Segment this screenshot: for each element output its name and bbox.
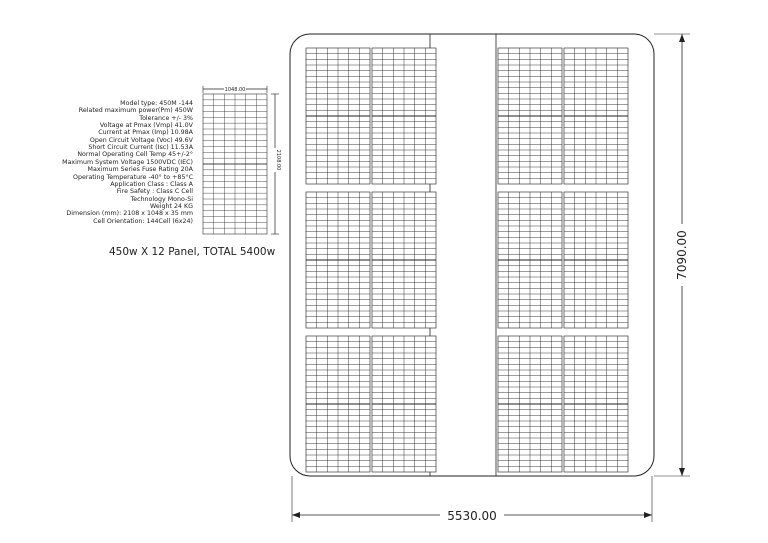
solar-panel bbox=[372, 336, 436, 472]
solar-panel bbox=[498, 48, 562, 184]
reference-panel-cells bbox=[203, 94, 267, 234]
solar-panel bbox=[564, 48, 628, 184]
solar-array bbox=[290, 34, 654, 476]
spec-line: Maximum System Voltage 1500VDC (IEC) bbox=[62, 158, 193, 166]
spec-line: Short Circuit Current (Isc) 11.53A bbox=[88, 144, 193, 152]
solar-panel bbox=[564, 192, 628, 328]
solar-panel bbox=[306, 48, 370, 184]
spec-line: Model type: 450M -144 bbox=[120, 100, 193, 107]
spec-line: Application Class : Class A bbox=[110, 180, 193, 188]
spec-line: Maximum Series Fuse Rating 20A bbox=[87, 166, 193, 174]
solar-panel bbox=[372, 192, 436, 328]
spec-line: Related maximum power(Pm) 450W bbox=[78, 107, 193, 115]
solar-panel bbox=[564, 336, 628, 472]
spec-line: Operating Temperature -40° to +85°C bbox=[73, 173, 193, 181]
spec-line: Fire Safety : Class C Cell bbox=[116, 188, 193, 196]
solar-panel bbox=[498, 192, 562, 328]
solar-panel bbox=[372, 48, 436, 184]
spec-line: Tolerance +/- 3% bbox=[139, 114, 193, 122]
solar-panel bbox=[306, 192, 370, 328]
spec-line: Dimension (mm): 2108 x 1048 x 35 mm bbox=[66, 210, 193, 218]
panel-height-label: 2108.00 bbox=[275, 149, 281, 171]
spec-line: Weight 24 KG bbox=[150, 202, 193, 210]
spec-line: Current at Pmax (Imp) 10.98A bbox=[98, 129, 193, 137]
spec-line: Normal Operating Cell Temp 45+/-2° bbox=[77, 151, 193, 159]
array-height-label: 7090.00 bbox=[675, 230, 689, 280]
array-width-label: 5530.00 bbox=[447, 509, 497, 523]
panel-grid bbox=[306, 48, 628, 472]
panel-width-label: 1048.00 bbox=[224, 87, 246, 93]
spec-line: Cell Orientation: 144Cell (6x24) bbox=[93, 217, 193, 225]
spec-line: Technology Mono-Si bbox=[130, 195, 193, 203]
reference-panel bbox=[203, 94, 267, 234]
solar-panel bbox=[498, 336, 562, 472]
solar-panel bbox=[306, 336, 370, 472]
spec-line: Voltage at Pmax (Vmp) 41.0V bbox=[99, 122, 193, 130]
system-caption: 450w X 12 Panel, TOTAL 5400w bbox=[109, 246, 276, 258]
spec-line: Open Circuit Voltage (Voc) 49.6V bbox=[89, 136, 193, 144]
